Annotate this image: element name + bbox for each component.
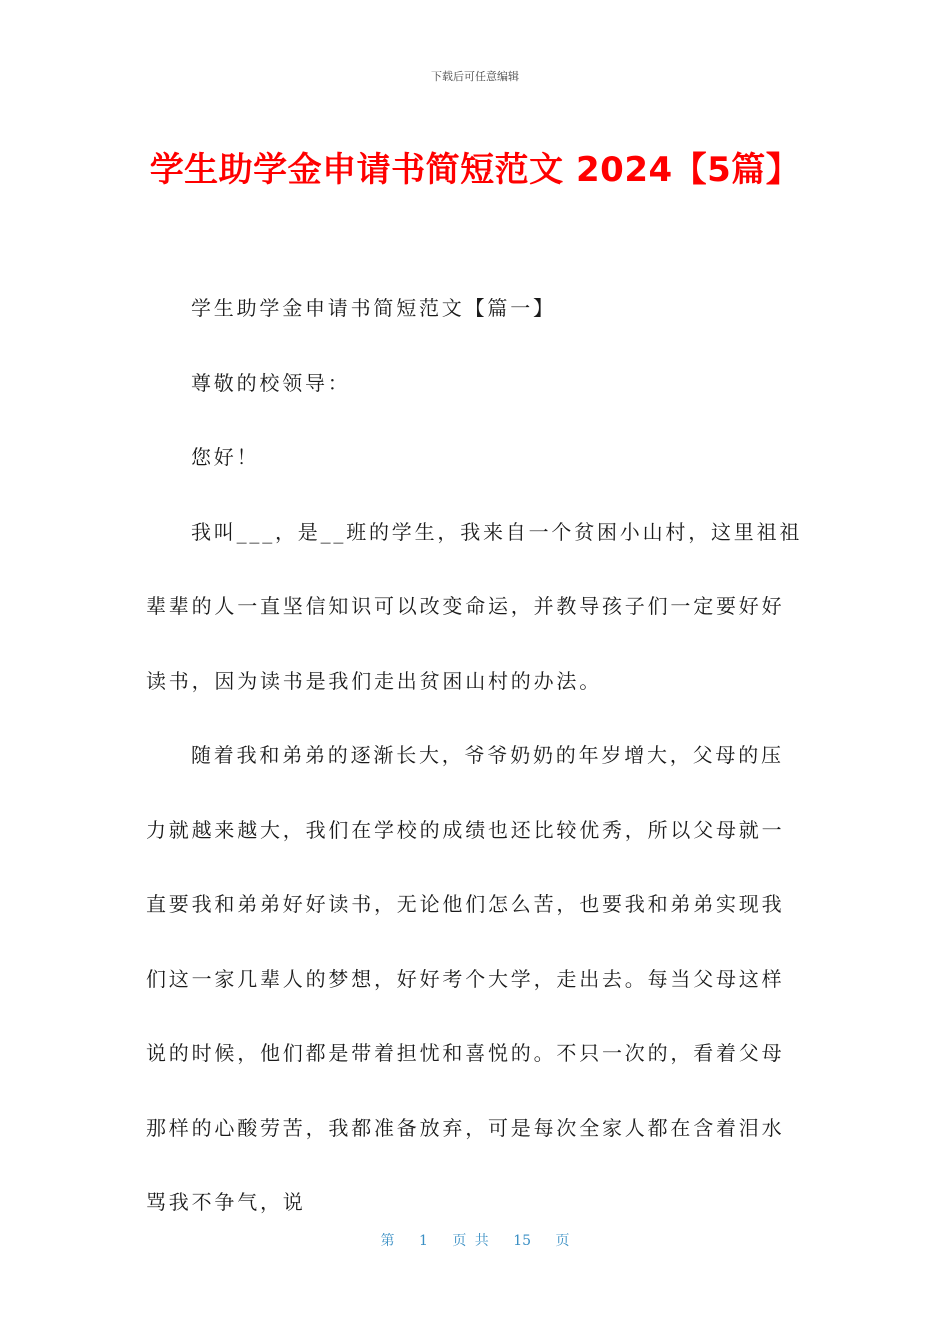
footer-prefix: 第 xyxy=(380,1233,395,1249)
document-body xyxy=(146,271,806,1240)
header-note: 下载后可任意编辑 xyxy=(431,70,519,83)
section-heading: 学生助学金申请书简短范文【篇一】 xyxy=(191,296,556,320)
document-title: 学生助学金申请书简短范文 2024【5篇】 xyxy=(149,150,801,190)
body-paragraph: 我叫___，是__班的学生，我来自一个贫困小山村，这里祖祖辈辈的人一直坚信知识可以改变命运，并教导孩子们一定要好好读书，因为读书是我们走出贫困山村的办法。 xyxy=(146,519,803,693)
footer-suffix: 页 xyxy=(555,1233,570,1249)
salutation: 尊敬的校领导： xyxy=(191,370,351,395)
greeting: 您好！ xyxy=(191,445,260,469)
total-pages: 15 xyxy=(513,1233,532,1249)
footer-middle: 页 共 xyxy=(452,1233,489,1249)
current-page-number: 1 xyxy=(418,1233,428,1249)
page-footer xyxy=(0,1230,950,1250)
body-paragraph: 随着我和弟弟的逐渐长大，爷爷奶奶的年岁增大，父母的压力就越来越大，我们在学校的成绩也还比较优秀，所以父母就一直要我和弟弟好好读书，无论他们怎么苦，也要我和弟弟实现我们这一家几辈人的梦想，好好考个大学，走出去。每当父母这样说的时候，他们都是带着担忧和喜悦的。不只一次的，看着父母那样的心酸劳苦，我都准备放弃，可是每次全家人都在含着泪水骂我不争气，说 xyxy=(146,743,785,1214)
